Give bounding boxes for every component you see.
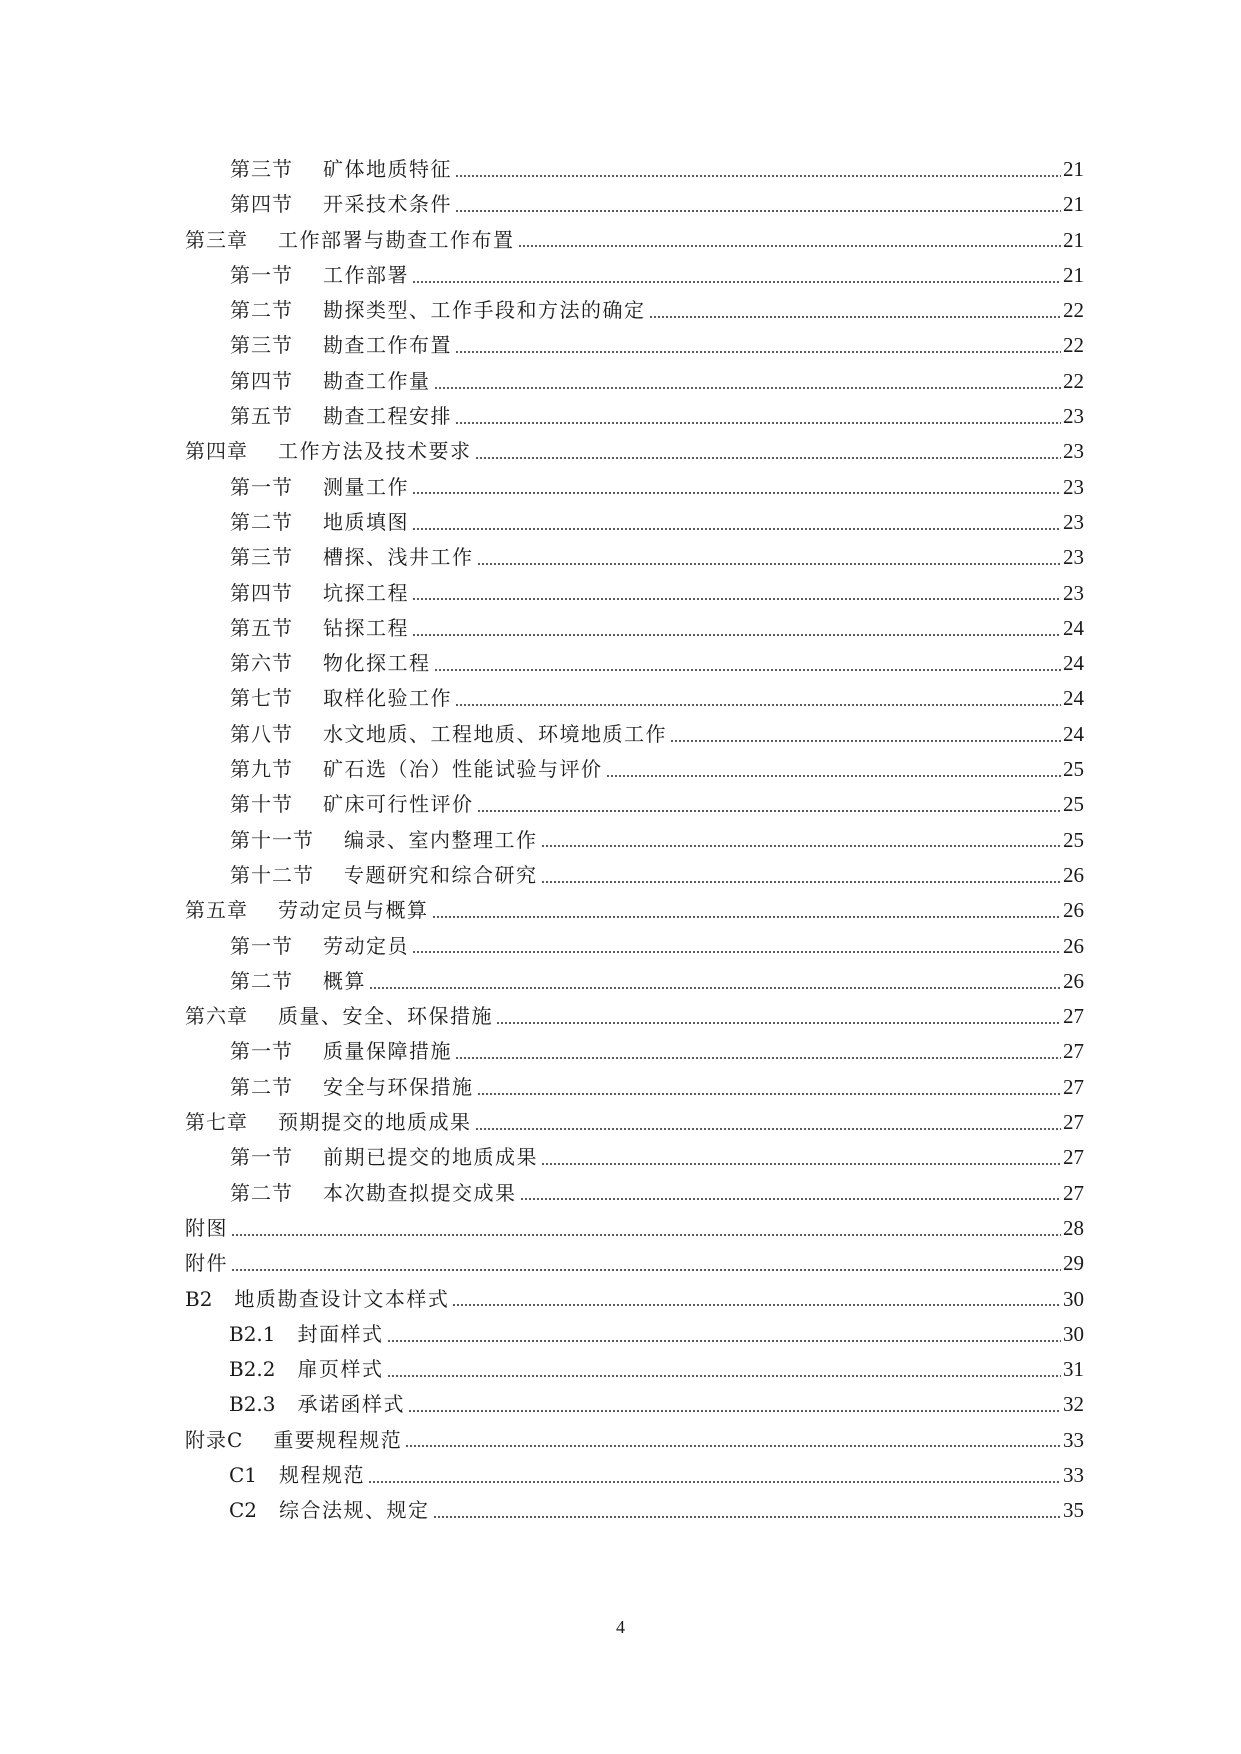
- toc-entry[interactable]: [0, 1493, 1241, 1528]
- toc-entry-page: 23: [1063, 474, 1084, 499]
- toc-entry-label: 第一节: [230, 1145, 293, 1170]
- toc-dot-leader: [475, 1124, 1062, 1133]
- toc-dot-leader: [368, 1477, 1061, 1486]
- toc-entry-page: 31: [1063, 1357, 1084, 1382]
- toc-entry-page: 29: [1063, 1251, 1084, 1276]
- toc-entry-label: C1: [229, 1462, 258, 1487]
- toc-entry-title: 取样化验工作: [323, 686, 452, 711]
- toc-entry[interactable]: [0, 646, 1241, 681]
- toc-entry-label: 第二节: [230, 1074, 293, 1099]
- toc-entry-label: 第五节: [230, 615, 293, 640]
- toc-entry[interactable]: [0, 964, 1241, 999]
- toc-entry[interactable]: [0, 681, 1241, 716]
- toc-entry[interactable]: [0, 1034, 1241, 1069]
- toc-entry-label: 第六节: [230, 651, 293, 676]
- toc-entry[interactable]: [0, 858, 1241, 893]
- toc-entry-title: 矿体地质特征: [323, 157, 452, 181]
- toc-entry-page: 26: [1063, 968, 1084, 993]
- toc-entry-page: 27: [1063, 1180, 1084, 1205]
- toc-entry-label: 第十节: [230, 792, 293, 817]
- toc-dot-leader: [452, 1301, 1061, 1310]
- toc-entry[interactable]: [0, 1070, 1241, 1105]
- toc-entry-label: 第二节: [230, 968, 293, 993]
- toc-entry-title: 质量保障措施: [323, 1039, 452, 1064]
- toc-entry-page: 30: [1063, 1286, 1084, 1311]
- toc-dot-leader: [541, 1160, 1061, 1169]
- toc-entry[interactable]: [0, 505, 1241, 540]
- toc-dot-leader: [496, 1018, 1061, 1027]
- toc-entry[interactable]: [0, 187, 1241, 222]
- toc-entry-title: 安全与环保措施: [323, 1074, 474, 1099]
- toc-dot-leader: [434, 383, 1062, 392]
- toc-entry-label: 第一节: [230, 262, 293, 287]
- toc-entry[interactable]: [0, 293, 1241, 328]
- toc-entry-page: 22: [1063, 333, 1084, 358]
- toc-entry-page: 30: [1063, 1321, 1084, 1346]
- toc-entry[interactable]: [0, 1176, 1241, 1211]
- toc-dot-leader: [412, 524, 1061, 533]
- toc-entry[interactable]: [0, 1458, 1241, 1493]
- toc-dot-leader: [412, 948, 1061, 957]
- toc-entry-label: 第三节: [230, 545, 293, 570]
- toc-dot-leader: [387, 1336, 1061, 1345]
- toc-dot-leader: [606, 771, 1062, 780]
- toc-entry-title: 重要规程规范: [273, 1427, 403, 1452]
- toc-entry-title: 地质填图: [323, 509, 409, 534]
- toc-entry-label: B2.2: [229, 1357, 276, 1382]
- toc-entry[interactable]: [0, 576, 1241, 611]
- toc-entry-title: 工作部署与勘查工作布置: [278, 227, 515, 252]
- toc-entry-title: 本次勘查拟提交成果: [323, 1180, 517, 1205]
- toc-entry-page: 23: [1063, 404, 1084, 429]
- toc-entry[interactable]: [0, 1211, 1241, 1246]
- toc-entry[interactable]: [0, 1352, 1241, 1387]
- toc-entry-label: 第三章: [185, 227, 248, 252]
- toc-entry-title: 前期已提交的地质成果: [323, 1145, 538, 1170]
- toc-dot-leader: [477, 560, 1062, 569]
- toc-entry-label: 第一节: [230, 1039, 293, 1064]
- toc-entry[interactable]: [0, 1140, 1241, 1175]
- toc-entry[interactable]: [0, 787, 1241, 822]
- toc-dot-leader: [541, 877, 1062, 886]
- toc-entry-title: 预期提交的地质成果: [278, 1110, 472, 1135]
- toc-dot-leader: [412, 489, 1061, 498]
- toc-dot-leader: [231, 1266, 1061, 1275]
- toc-entry-label: B2.3: [229, 1392, 276, 1417]
- toc-entry-page: 22: [1063, 298, 1084, 323]
- toc-entry[interactable]: [0, 1105, 1241, 1140]
- toc-entry-page: 25: [1063, 827, 1084, 852]
- toc-entry[interactable]: [0, 1246, 1241, 1281]
- toc-entry-label: C2: [229, 1498, 258, 1523]
- toc-dot-leader: [475, 454, 1062, 463]
- toc-entry[interactable]: [0, 1387, 1241, 1422]
- toc-entry-label: 第二节: [230, 1180, 293, 1205]
- toc-entry[interactable]: [0, 893, 1241, 928]
- toc-entry[interactable]: [0, 1282, 1241, 1317]
- toc-entry-label: 第七章: [185, 1110, 248, 1135]
- toc-entry-title: 矿床可行性评价: [323, 792, 474, 817]
- toc-entry-label: 第七节: [230, 686, 293, 711]
- toc-entry-label: 第二节: [230, 298, 293, 323]
- toc-entry-title: 水文地质、工程地质、环境地质工作: [323, 721, 667, 746]
- toc-dot-leader: [670, 736, 1061, 745]
- page-number: 4: [616, 1617, 625, 1637]
- toc-entry-title: 勘查工作量: [323, 368, 431, 393]
- toc-entry-label: 第四章: [185, 439, 248, 464]
- toc-entry-page: 27: [1063, 1074, 1084, 1099]
- toc-entry[interactable]: [0, 752, 1241, 787]
- toc-entry[interactable]: [0, 470, 1241, 505]
- toc-dot-leader: [412, 630, 1061, 639]
- toc-entry-label: 第五章: [185, 898, 248, 923]
- toc-dot-leader: [455, 1054, 1061, 1063]
- toc-dot-leader: [477, 1089, 1062, 1098]
- toc-entry-title: 地质勘查设计文本样式: [234, 1286, 450, 1311]
- toc-dot-leader: [369, 983, 1061, 992]
- toc-entry-title: 概算: [323, 968, 366, 993]
- toc-entry[interactable]: [0, 1317, 1241, 1352]
- toc-entry-title: 承诺函样式: [297, 1392, 406, 1417]
- toc-entry-title: 勘查工作布置: [323, 333, 452, 358]
- toc-entry-page: 27: [1063, 1145, 1084, 1170]
- toc-dot-leader: [405, 1442, 1061, 1451]
- toc-entry-label: 第九节: [230, 757, 293, 782]
- toc-entry-label: 第一节: [230, 474, 293, 499]
- toc-entry-page: 23: [1063, 545, 1084, 570]
- toc-entry-page: 26: [1063, 862, 1084, 887]
- toc-dot-leader: [455, 207, 1061, 216]
- toc-entry[interactable]: [0, 223, 1241, 258]
- toc-dot-leader: [649, 312, 1062, 321]
- toc-dot-leader: [455, 348, 1061, 357]
- toc-dot-leader: [518, 242, 1062, 251]
- toc-dot-leader: [520, 1195, 1062, 1204]
- toc-entry-title: 封面样式: [297, 1321, 384, 1346]
- toc-entry-page: 27: [1063, 1004, 1084, 1029]
- toc-dot-leader: [541, 842, 1062, 851]
- toc-entry-title: 钻探工程: [323, 615, 409, 640]
- toc-entry-label: 第二节: [230, 509, 293, 534]
- toc-entry-title: 物化探工程: [323, 651, 431, 676]
- toc-entry-page: 22: [1063, 368, 1084, 393]
- toc-entry[interactable]: [0, 611, 1241, 646]
- toc-entry-page: 21: [1063, 262, 1084, 287]
- toc-entry-title: 附件: [185, 1251, 228, 1276]
- toc-entry-title: 质量、安全、环保措施: [278, 1004, 493, 1029]
- toc-entry[interactable]: [0, 929, 1241, 964]
- toc-entry-title: 槽探、浅井工作: [323, 545, 474, 570]
- toc-entry-page: 24: [1063, 615, 1084, 640]
- toc-dot-leader: [231, 1230, 1061, 1239]
- toc-entry[interactable]: [0, 1423, 1241, 1458]
- toc-dot-leader: [455, 171, 1061, 180]
- toc-entry-label: 第十一节: [230, 827, 314, 852]
- toc-entry-page: 25: [1063, 792, 1084, 817]
- toc-entry-page: 32: [1063, 1392, 1084, 1417]
- toc-entry-label: 第四节: [230, 368, 293, 393]
- toc-entry-page: 21: [1063, 227, 1084, 252]
- toc-entry-title: 工作方法及技术要求: [278, 439, 472, 464]
- toc-entry[interactable]: [0, 717, 1241, 752]
- toc-entry-title: 矿石选（冶）性能试验与评价: [323, 757, 603, 782]
- toc-entry-label: 第十二节: [230, 862, 314, 887]
- toc-entry-label: 第四节: [230, 192, 293, 217]
- toc-entry[interactable]: [0, 258, 1241, 293]
- toc-entry-label: 第三节: [230, 157, 293, 181]
- toc-dot-leader: [433, 1513, 1061, 1522]
- toc-entry-title: 坑探工程: [323, 580, 409, 605]
- toc-entry[interactable]: [0, 364, 1241, 399]
- toc-entry-title: 综合法规、规定: [279, 1498, 430, 1523]
- toc-entry-title: 工作部署: [323, 262, 409, 287]
- toc-entry-page: 27: [1063, 1039, 1084, 1064]
- toc-entry-page: 26: [1063, 933, 1084, 958]
- toc-entry[interactable]: [0, 399, 1241, 434]
- toc-entry-title: 劳动定员与概算: [278, 898, 429, 923]
- toc-entry-label: 第八节: [230, 721, 293, 746]
- toc-entry-page: 28: [1063, 1215, 1084, 1240]
- toc-entry[interactable]: [0, 152, 1241, 187]
- toc-entry-title: 规程规范: [279, 1462, 366, 1487]
- toc-entry-title: 专题研究和综合研究: [344, 862, 538, 887]
- toc-entry-label: 第三节: [230, 333, 293, 358]
- toc-entry-page: 24: [1063, 686, 1084, 711]
- toc-entry-page: 35: [1063, 1498, 1084, 1523]
- toc-entry-page: 26: [1063, 898, 1084, 923]
- toc-entry-page: 23: [1063, 509, 1084, 534]
- toc-entry-page: 21: [1063, 192, 1084, 217]
- toc-entry-label: 第四节: [230, 580, 293, 605]
- toc-entry-page: 33: [1063, 1427, 1084, 1452]
- toc-dot-leader: [477, 807, 1062, 816]
- toc-entry-title: 测量工作: [323, 474, 409, 499]
- toc-entry[interactable]: [0, 823, 1241, 858]
- toc-entry-page: 25: [1063, 757, 1084, 782]
- toc-entry-page: 27: [1063, 1110, 1084, 1135]
- toc-entry[interactable]: [0, 999, 1241, 1034]
- toc-entry-page: 33: [1063, 1462, 1084, 1487]
- toc-entry[interactable]: [0, 434, 1241, 469]
- toc-dot-leader: [434, 665, 1062, 674]
- toc-entry-title: 开采技术条件: [323, 192, 452, 217]
- toc-entry-title: 勘探类型、工作手段和方法的确定: [323, 298, 646, 323]
- toc-dot-leader: [387, 1371, 1061, 1380]
- toc-entry-title: 扉页样式: [297, 1357, 384, 1382]
- toc-entry-title: 劳动定员: [323, 933, 409, 958]
- toc-dot-leader: [412, 277, 1061, 286]
- toc-dot-leader: [455, 418, 1061, 427]
- toc-dot-leader: [455, 701, 1061, 710]
- toc-dot-leader: [432, 913, 1062, 922]
- toc-entry[interactable]: [0, 540, 1241, 575]
- toc-entry-page: 21: [1063, 157, 1084, 181]
- toc-entry-label: B2.1: [229, 1321, 276, 1346]
- toc-entry-label: 第一节: [230, 933, 293, 958]
- toc-entry-label: B2: [185, 1286, 213, 1311]
- toc-dot-leader: [408, 1407, 1061, 1416]
- table-of-contents: [0, 152, 1241, 1529]
- toc-entry-page: 24: [1063, 721, 1084, 746]
- toc-entry-label: 附录C: [185, 1427, 244, 1452]
- toc-entry-page: 24: [1063, 651, 1084, 676]
- toc-entry-title: 编录、室内整理工作: [344, 827, 538, 852]
- toc-entry-page: 23: [1063, 580, 1084, 605]
- toc-entry-label: 第五节: [230, 404, 293, 429]
- toc-entry-label: 第六章: [185, 1004, 248, 1029]
- toc-entry-title: 勘查工程安排: [323, 404, 452, 429]
- toc-entry-page: 23: [1063, 439, 1084, 464]
- toc-dot-leader: [412, 595, 1061, 604]
- toc-entry[interactable]: [0, 328, 1241, 363]
- toc-entry-title: 附图: [185, 1215, 228, 1240]
